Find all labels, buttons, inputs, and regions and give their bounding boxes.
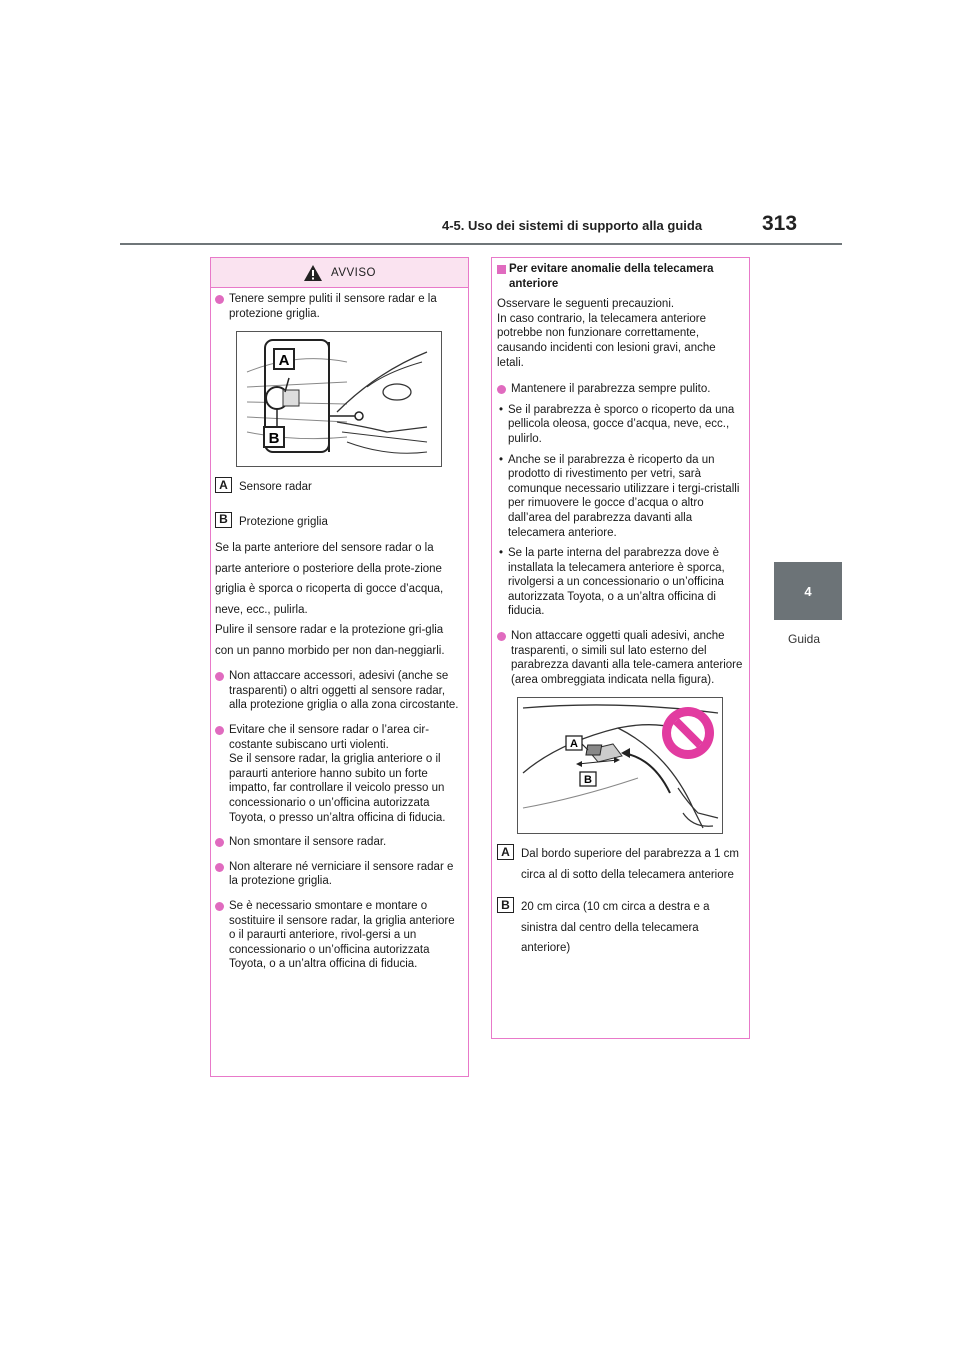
fig-label-a: A (278, 352, 290, 370)
warning-bullet (215, 723, 463, 825)
sub-text: Se la parte interna del parabrezza dove è installata la telecamera anteriore è sporca, rivolgersi a un concessionario o un’officina autorizzata Toyota, o a un’altra officina di fiducia. (508, 547, 725, 618)
windshield-illustration (518, 698, 722, 833)
paragraph: Pulire il sensore radar e la protezione gri-glia con un panno morbido per non dan-neggiarli. (215, 624, 445, 657)
chapter-tab (774, 562, 842, 620)
sub-text: Se il parabrezza è sporco o ricoperto da una pellicola oleosa, gocce d’acqua, neve, ecc., pulirlo. (508, 403, 735, 445)
sub-text: Anche se il parabrezza è ricoperto da un prodotto di rivestimento per vetri, sarà comunque necessario utilizzare i tergi-cristalli per rimuovere le gocce d’acqua o altro dall’area del parabrezza davanti alla telecamera anteriore. (508, 453, 740, 539)
prohibited-icon (662, 707, 714, 759)
bullet-dot-icon (497, 632, 506, 641)
warning-triangle-icon (303, 264, 323, 282)
windshield-figure (517, 697, 723, 834)
camera-sub-item: • Se il parabrezza è sporco o ricoperto da una pellicola oleosa, gocce d’acqua, neve, ecc., pulirlo. (499, 403, 735, 445)
warning-bullet (215, 835, 463, 850)
fig-label-b: B (268, 430, 280, 448)
page-number: 313 (762, 212, 798, 235)
camera-section-title (497, 262, 745, 291)
warning-content (215, 292, 463, 982)
camera-bullet (497, 382, 745, 397)
legend-text: Sensore radar (239, 481, 312, 494)
header-rule (120, 243, 842, 245)
bullet-dot-icon (215, 902, 224, 911)
bullet-dot-icon (215, 838, 224, 847)
bullet-text: Non alterare né verniciare il sensore radar e la protezione griglia. (229, 860, 454, 888)
radar-sensor-figure (236, 331, 442, 467)
bullet-dot-icon (215, 726, 224, 735)
warning-bullet (215, 899, 463, 972)
bullet-text: Evitare che il sensore radar o l’area cir-costante subiscano urti violenti. Se il sensore radar, la griglia anteriore o il paraurti anteriore hanno subito un forte impatto, far controllare il veicolo presso un concessionario o un’officina autorizzata Toyota, o presso un’altra officina di fiducia. (229, 723, 446, 824)
bullet-dot-icon (215, 295, 224, 304)
bullet-text: Non smontare il sensore radar. (229, 836, 387, 849)
car-front-illustration (237, 332, 441, 466)
bullet-text: Non attaccare oggetti quali adesivi, anche trasparenti, o simili sul lato esterno del parabrezza davanti alla tele-camera anteriore (area ombreggiata indicata nella figura). (511, 630, 743, 686)
bullet-dot-icon (215, 863, 224, 872)
legend-text: Protezione griglia (239, 515, 328, 528)
bullet-text: Non attaccare accessori, adesivi (anche se trasparenti) o altri oggetti al sensore radar, alla protezione griglia o alla zona circostante. (229, 670, 459, 712)
camera-content (497, 262, 745, 959)
camera-intro: Osservare le seguenti precauzioni. In caso contrario, la telecamera anteriore potrebbe non funzionare correttamente, causando incidenti con lesioni gravi, anche letali. (497, 298, 716, 369)
legend-item-b (497, 897, 745, 959)
section-square-icon (497, 265, 506, 274)
chapter-number: 4 (804, 583, 812, 599)
legend-text: 20 cm circa (10 cm circa a destra e a sinistra dal centro della telecamera anteriore) (521, 901, 710, 955)
bullet-text: Tenere sempre puliti il sensore radar e la protezione griglia. (229, 293, 437, 320)
legend-item-a (215, 477, 463, 498)
camera-title-text: Per evitare anomalie della telecamera anteriore (509, 263, 714, 290)
bullet-text: Mantenere il parabrezza sempre pulito. (511, 383, 711, 396)
bullet-dot-icon (497, 385, 506, 394)
section-title: 4-5. Uso dei sistemi di supporto alla guida (442, 218, 703, 233)
fig-label-a: A (570, 738, 578, 751)
legend-key-b: B (497, 897, 514, 913)
legend-item-b (215, 512, 463, 533)
warning-bullet (215, 860, 463, 889)
legend-item-a (497, 844, 745, 885)
camera-sub-item: • Se la parte interna del parabrezza dove è installata la telecamera anteriore è sporca, rivolgersi a un concessionario o un’officina autorizzata Toyota, o a un’altra officina di fiducia. (499, 547, 725, 618)
paragraph: Se la parte anteriore del sensore radar o la parte anteriore o posteriore della prote-zione griglia è sporca o ricoperta di gocce d’acqua, neve, ecc., pulirla. (215, 542, 444, 616)
warning-header (211, 258, 468, 288)
camera-sub-item: • Anche se il parabrezza è ricoperto da un prodotto di rivestimento per vetri, sarà comunque necessario utilizzare i tergi-cristalli per rimuovere le gocce d’acqua o altro dall’area del parabrezza davanti alla telecamera anteriore. (499, 453, 740, 539)
legend-key-a: A (497, 844, 514, 860)
warning-bullet (215, 669, 463, 713)
legend-key-b: B (215, 512, 232, 528)
chapter-label: Guida (788, 632, 821, 646)
camera-bullet (497, 629, 745, 687)
warning-bullet (215, 292, 463, 321)
bullet-dot-icon (215, 672, 224, 681)
warning-title: AVVISO (331, 266, 376, 279)
legend-key-a: A (215, 477, 232, 493)
legend-text: Dal bordo superiore del parabrezza a 1 cm circa al di sotto della telecamera anteriore (521, 848, 739, 881)
bullet-text: Se è necessario smontare e montare o sostituire il sensore radar, la griglia anteriore o il paraurti anteriore, rivol-gersi a un concessionario o un’officina autorizzata Toyota, o a un’altra officina di fiducia. (229, 899, 455, 971)
fig-label-b: B (584, 774, 592, 787)
